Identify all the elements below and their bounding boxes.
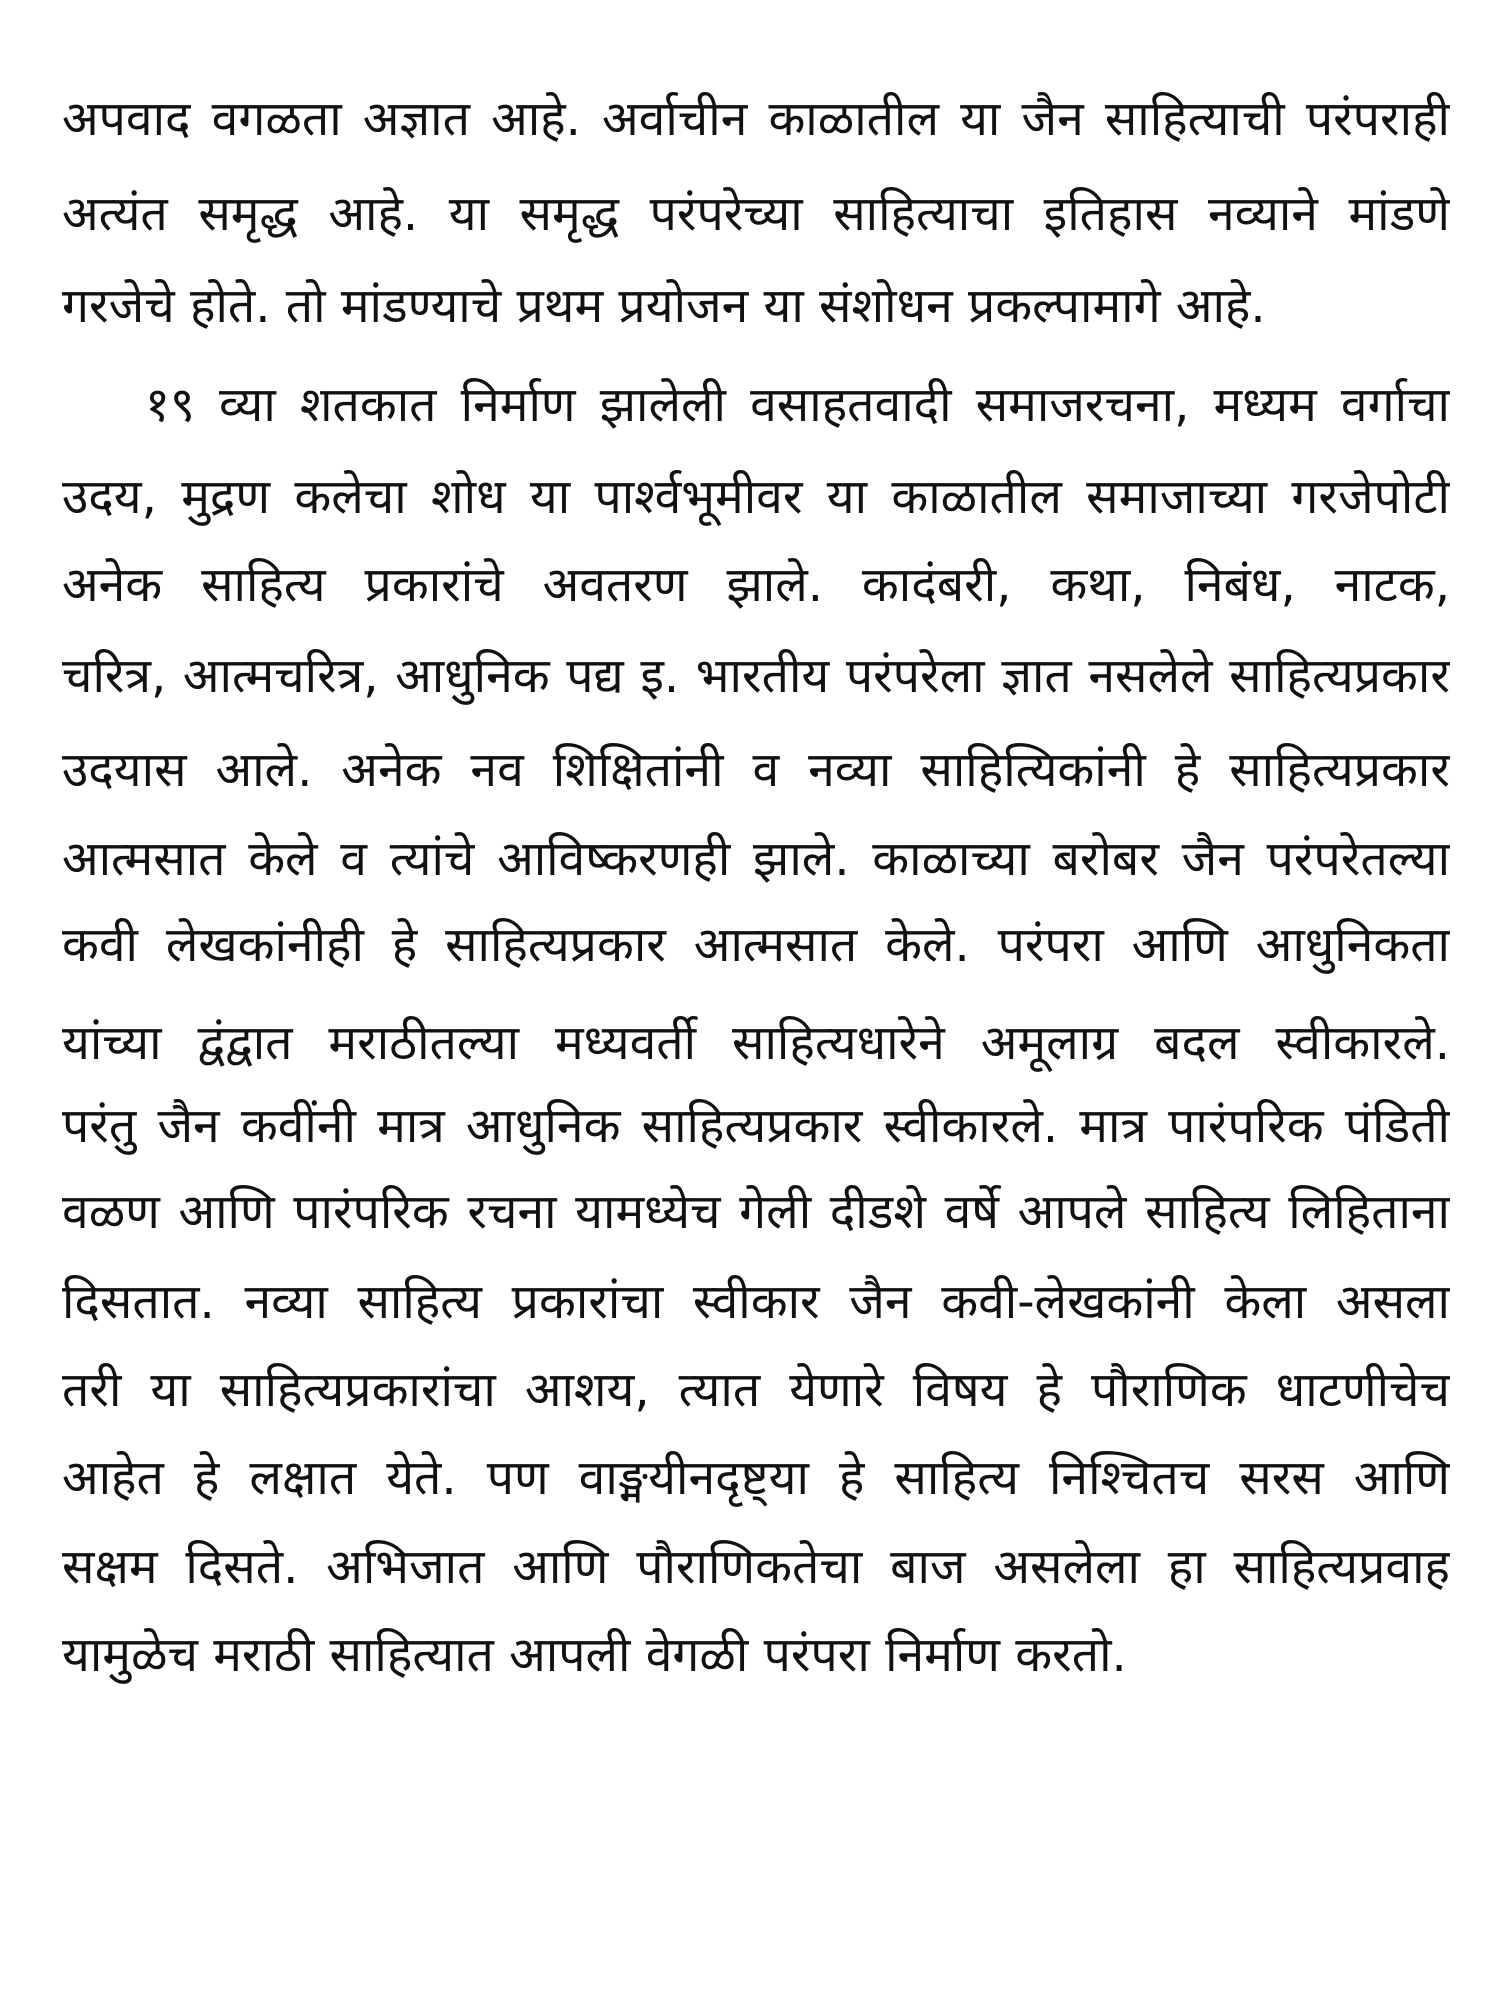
text-line: आत्मसात केले व त्यांचे आविष्करणही झाले. काळाच्या बरोबर जैन परंपरेतल्या	[62, 831, 1450, 887]
text-line: वळण आणि पारंपरिक रचना यामध्येच गेली दीडशे वर्षे आपले साहित्य लिहिताना	[62, 1184, 1450, 1240]
text-line: दिसतात. नव्या साहित्य प्रकारांचा स्वीकार जैन कवी-लेखकांनी केला असला	[62, 1274, 1450, 1330]
text-line: यामुळेच मराठी साहित्यात आपली वेगळी परंपरा निर्माण करतो.	[62, 1627, 1127, 1683]
text-line: कवी लेखकांनीही हे साहित्यप्रकार आत्मसात केले. परंपरा आणि आधुनिकता	[62, 917, 1450, 973]
text-line: अपवाद वगळता अज्ञात आहे. अर्वाचीन काळातील या जैन साहित्याची परंपराही	[62, 91, 1450, 147]
text-line: अनेक साहित्य प्रकारांचे अवतरण झाले. कादंबरी, कथा, निबंध, नाटक,	[62, 557, 1450, 613]
text-line: आहेत हे लक्षात येते. पण वाङ्मयीनदृष्ट्या हे साहित्य निश्चितच सरस आणि	[62, 1450, 1450, 1506]
text-line: अत्यंत समृद्ध आहे. या समृद्ध परंपरेच्या साहित्याचा इतिहास नव्याने मांडणे	[62, 186, 1450, 242]
text-line: तरी या साहित्यप्रकारांचा आशय, त्यात येणारे विषय हे पौराणिक धाटणीचेच	[62, 1362, 1450, 1418]
text-line: उदय, मुद्रण कलेचा शोध या पार्श्वभूमीवर या काळातील समाजाच्या गरजेपोटी	[62, 469, 1450, 525]
text-line: सक्षम दिसते. अभिजात आणि पौराणिकतेचा बाज असलेला हा साहित्यप्रवाह	[62, 1539, 1450, 1595]
text-line: १९ व्या शतकात निर्माण झालेली वसाहतवादी समाजरचना, मध्यम वर्गाचा	[145, 377, 1450, 433]
text-line: यांच्या द्वंद्वात मराठीतल्या मध्यवर्ती साहित्यधारेने अमूलाग्र बदल स्वीकारले.	[62, 1015, 1450, 1071]
text-line: गरजेचे होते. तो मांडण्याचे प्रथम प्रयोजन या संशोधन प्रकल्पामागे आहे.	[62, 278, 1266, 334]
text-line: चरित्र, आत्मचरित्र, आधुनिक पद्य इ. भारतीय परंपरेला ज्ञात नसलेले साहित्यप्रकार	[62, 648, 1450, 704]
text-line: उदयास आले. अनेक नव शिक्षितांनी व नव्या साहित्यिकांनी हे साहित्यप्रकार	[62, 742, 1450, 798]
text-line: परंतु जैन कवींनी मात्र आधुनिक साहित्यप्रकार स्वीकारले. मात्र पारंपरिक पंडिती	[62, 1098, 1450, 1154]
